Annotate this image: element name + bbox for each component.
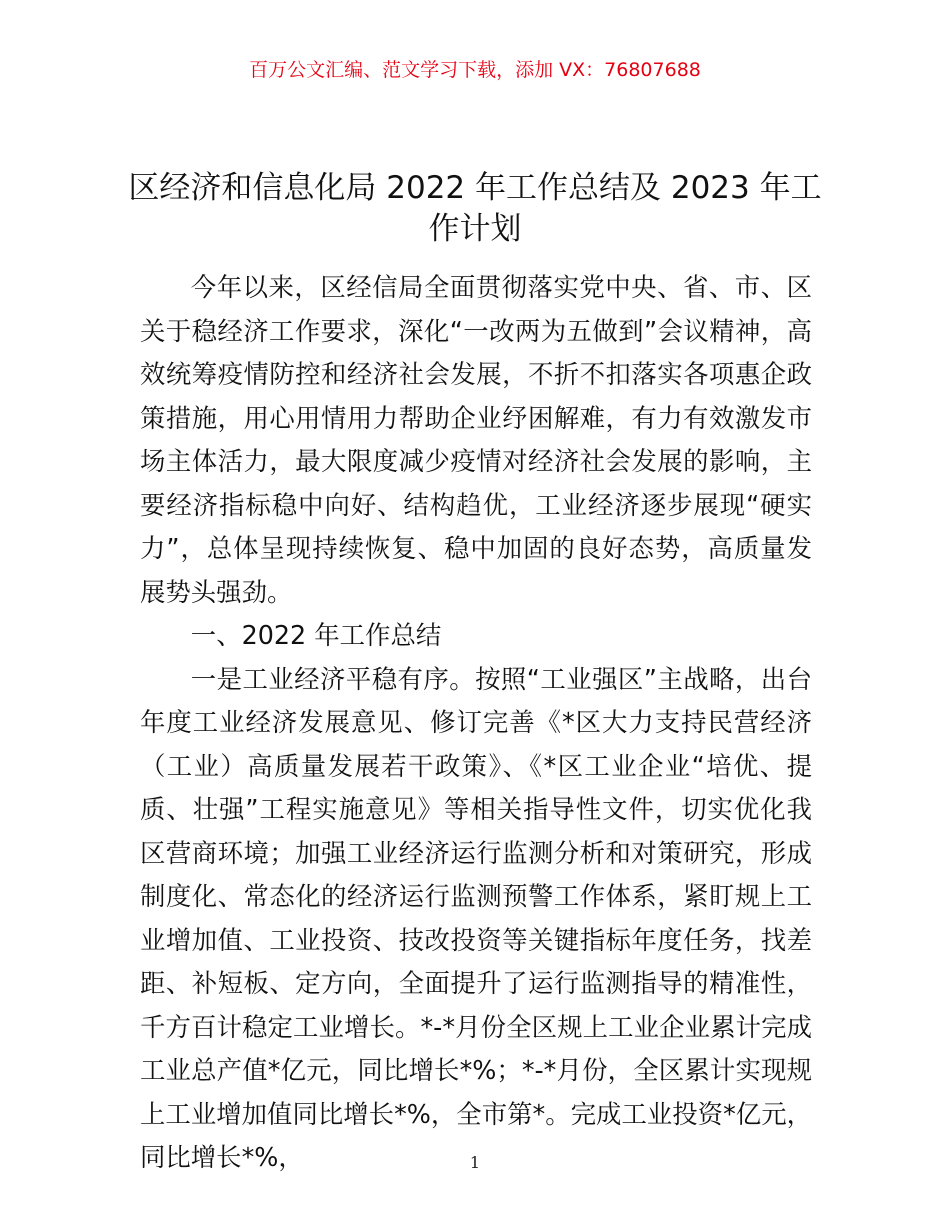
document-body — [140, 266, 812, 1180]
page-number: 1 — [469, 1153, 481, 1172]
document-title: 区经济和信息化局 2022 年工作总结及 2023 年工作计划 — [128, 170, 822, 247]
section-heading: 一、2022 年工作总结 — [190, 620, 442, 650]
intro-paragraph: 今年以来，区经信局全面贯彻落实党中央、省、市、区关于稳经济工作要求，深化“一改两为五做到”会议精神，高效统筹疫情防控和经济社会发展，不折不扣落实各项惠企政策措施，用心用情用力帮助企业纾困解难，有力有效激发市场主体活力，最大限度减少疫情对经济社会发展的影响，主要经济指标稳中向好、结构趋优，工业经济逐步展现“硬实力”，总体呈现持续恢复、稳中加固的良好态势，高质量发展势头强劲。 — [140, 272, 812, 607]
watermark-header: 百万公文汇编、范文学习下载，添加 VX：76807688 — [249, 59, 701, 81]
body-paragraph: 一是工业经济平稳有序。按照“工业强区”主战略，出台年度工业经济发展意见、修订完善《*区大力支持民营经济（工业）高质量发展若干政策》、《*区工业企业“培优、提质、壮强”工程实施意见》等相关指导性文件，切实优化我区营商环境；加强工业经济运行监测分析和对策研究，形成制度化、常态化的经济运行监测预警工作体系，紧盯规上工业增加值、工业投资、技改投资等关键指标年度任务，找差距、补短板、定方向，全面提升了运行监测指导的精准性，千方百计稳定工业增长。*-*月份全区规上工业企业累计完成工业总产值*亿元，同比增长*%；*-*月份，全区累计实现规上工业增加值同比增长*%，全市第*。完成工业投资*亿元，同比增长*%， — [140, 663, 812, 1172]
